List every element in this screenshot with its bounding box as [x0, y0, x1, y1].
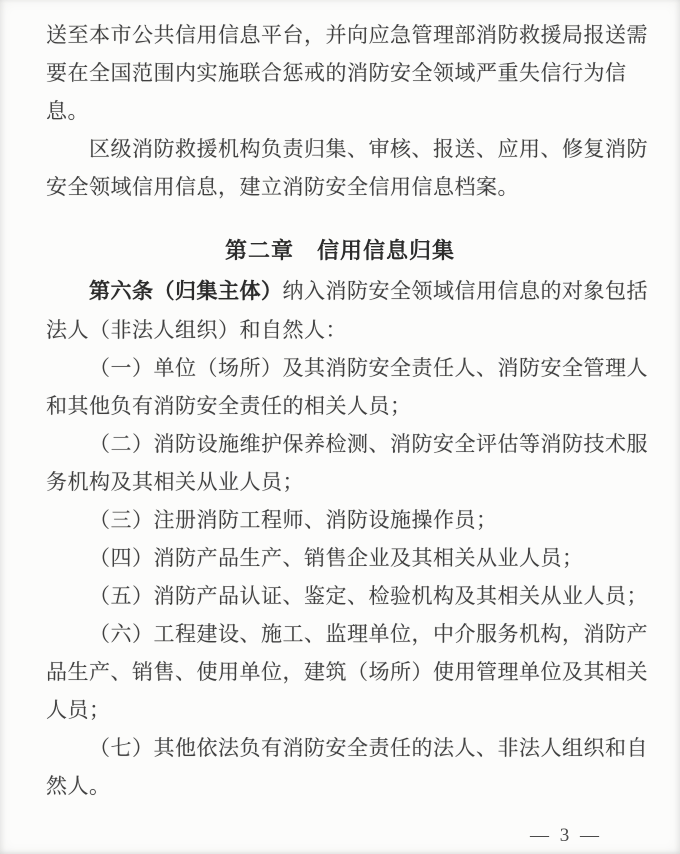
item-6-line-1: （六）工程建设、施工、监理单位，中介服务机构，消防产 — [89, 622, 648, 646]
item-6-line-3: 人员； — [46, 698, 111, 722]
article-6-line-1 — [46, 272, 648, 311]
chapter-heading: 第二章 信用信息归集 — [224, 238, 455, 263]
page-number: — 3 — — [530, 825, 602, 846]
item-1-line-1: （一）单位（场所）及其消防安全责任人、消防安全管理人 — [89, 356, 648, 380]
paragraph-2-line-2: 安全领域信用信息，建立消防安全信用信息档案。 — [46, 175, 519, 199]
item-1-line-2: 和其他负有消防安全责任的相关人员； — [46, 394, 412, 418]
item-3-line-1: （三）注册消防工程师、消防设施操作员； — [89, 508, 498, 532]
article-6-label: 第六条（归集主体） — [89, 280, 283, 303]
item-2-line-2: 务机构及其相关从业人员； — [46, 470, 304, 494]
paragraph-1-line-2: 要在全国范围内实施联合惩戒的消防安全领域严重失信行为信 — [46, 61, 627, 85]
paragraph-1-line-1: 送至本市公共信用信息平台，并向应急管理部消防救援局报送需 — [46, 23, 648, 47]
article-6-line-2: 法人（非法人组织）和自然人： — [46, 318, 347, 342]
paragraph-1-line-3: 息。 — [46, 99, 89, 123]
item-7-line-2: 然人。 — [46, 774, 111, 798]
item-6-line-2: 品生产、销售、使用单位，建筑（场所）使用管理单位及其相关 — [46, 660, 648, 684]
paragraph-2-line-1: 区级消防救援机构负责归集、审核、报送、应用、修复消防 — [89, 137, 648, 161]
item-7-line-1: （七）其他依法负有消防安全责任的法人、非法人组织和自 — [89, 736, 648, 760]
item-4-line-1: （四）消防产品生产、销售企业及其相关从业人员； — [89, 546, 584, 570]
item-2-line-1: （二）消防设施维护保养检测、消防安全评估等消防技术服 — [89, 432, 648, 456]
item-5-line-1: （五）消防产品认证、鉴定、检验机构及其相关从业人员； — [89, 584, 648, 608]
article-6-intro: 纳入消防安全领域信用信息的对象包括 — [282, 279, 648, 303]
